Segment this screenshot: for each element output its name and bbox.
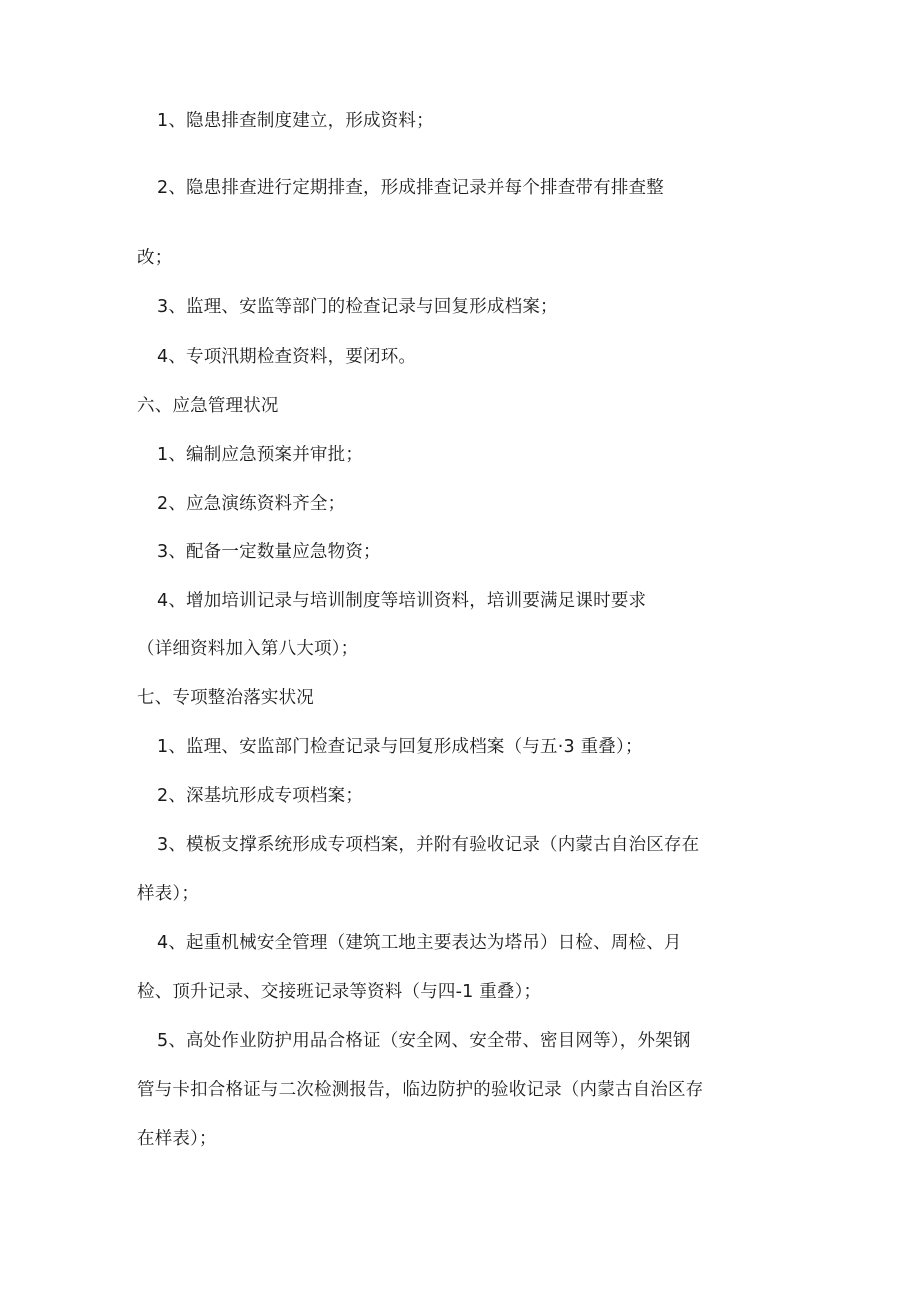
text-line: （详细资料加入第八大项）； xyxy=(137,639,359,659)
text-line: 2、深基坑形成专项档案； xyxy=(157,786,364,806)
text-line: 样表）； xyxy=(137,884,200,904)
text-line: 1、隐患排查制度建立，形成资料； xyxy=(157,111,434,131)
text-line: 5、高处作业防护用品合格证（安全网、安全带、密目网等），外架钢 xyxy=(157,1031,691,1051)
text-line: 在样表）； xyxy=(137,1129,217,1149)
text-line: 1、编制应急预案并审批； xyxy=(157,445,364,465)
text-line: 改； xyxy=(137,248,173,268)
section-heading: 七、专项整治落实状况 xyxy=(137,688,314,708)
text-line: 4、起重机械安全管理（建筑工地主要表达为塔吊）日检、周检、月 xyxy=(157,933,682,953)
section-heading: 六、应急管理状况 xyxy=(137,396,279,416)
text-line: 1、监理、安监部门检查记录与回复形成档案（与五·3 重叠）； xyxy=(157,737,643,757)
text-line: 检、顶升记录、交接班记录等资料（与四-1 重叠）； xyxy=(137,982,542,1002)
text-line: 3、监理、安监等部门的检查记录与回复形成档案； xyxy=(157,297,558,317)
text-line: 4、增加培训记录与培训制度等培训资料，培训要满足课时要求 xyxy=(157,591,647,611)
text-line: 2、应急演练资料齐全； xyxy=(157,494,346,514)
text-line: 2、隐患排查进行定期排查，形成排查记录并每个排查带有排查整 xyxy=(157,178,664,198)
text-line: 3、模板支撑系统形成专项档案，并附有验收记录（内蒙古自治区存在 xyxy=(157,835,700,855)
text-line: 管与卡扣合格证与二次检测报告，临边防护的验收记录（内蒙古自治区存 xyxy=(137,1080,704,1100)
text-line: 3、配备一定数量应急物资； xyxy=(157,542,381,562)
text-line: 4、专项汛期检查资料，要闭环。 xyxy=(157,347,417,367)
